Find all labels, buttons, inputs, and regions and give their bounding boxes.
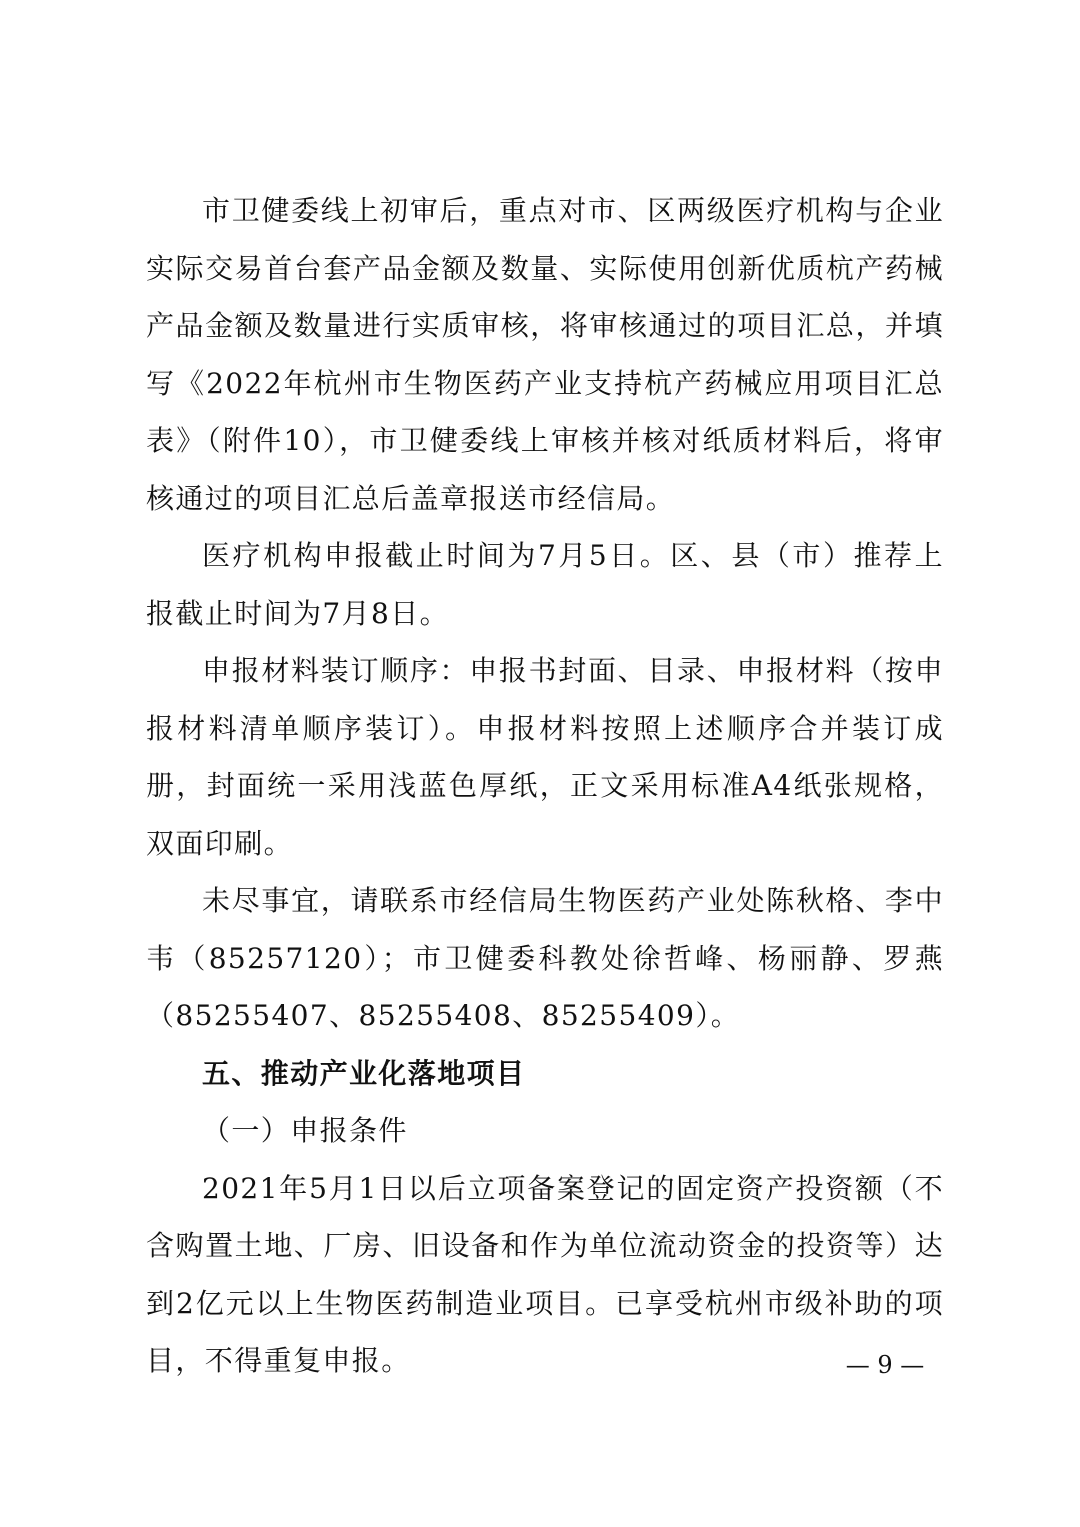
page-number: — 9 — [845,1351,925,1379]
paragraph-application-conditions: 2021年5月1日以后立项备案登记的固定资产投资额（不含购置土地、厂房、旧设备和作为单位流动资金的投资等）达到2亿元以上生物医药制造业项目。已享受杭州市级补助的项目，不得重复申报。 [146,1171,944,1377]
paragraph-contacts: 未尽事宜，请联系市经信局生物医药产业处陈秋格、李中韦（85257120）；市卫健委科教处徐哲峰、杨丽静、罗燕（85255407、85255408、85255409）。 [146,884,944,1032]
document-body [146,182,944,1390]
section-heading: 五、推动产业化落地项目 [202,1056,526,1090]
subsection-heading: （一）申报条件 [202,1114,408,1147]
paragraph-review-process: 市卫健委线上初审后，重点对市、区两级医疗机构与企业实际交易首台套产品金额及数量、实际使用创新优质杭产药械产品金额及数量进行实质审核，将审核通过的项目汇总，并填写《2022年杭州市生物医药产业支持杭产药械应用项目汇总表》（附件10），市卫健委线上审核并核对纸质材料后，将审核通过的项目汇总后盖章报送市经信局。 [146,194,944,515]
paragraph-deadlines: 医疗机构申报截止时间为7月5日。区、县（市）推荐上报截止时间为7月8日。 [146,539,944,630]
paragraph-binding-order: 申报材料装订顺序：申报书封面、目录、申报材料（按申报材料清单顺序装订）。申报材料按照上述顺序合并装订成册，封面统一采用浅蓝色厚纸，正文采用标准A4纸张规格，双面印刷。 [146,654,944,860]
